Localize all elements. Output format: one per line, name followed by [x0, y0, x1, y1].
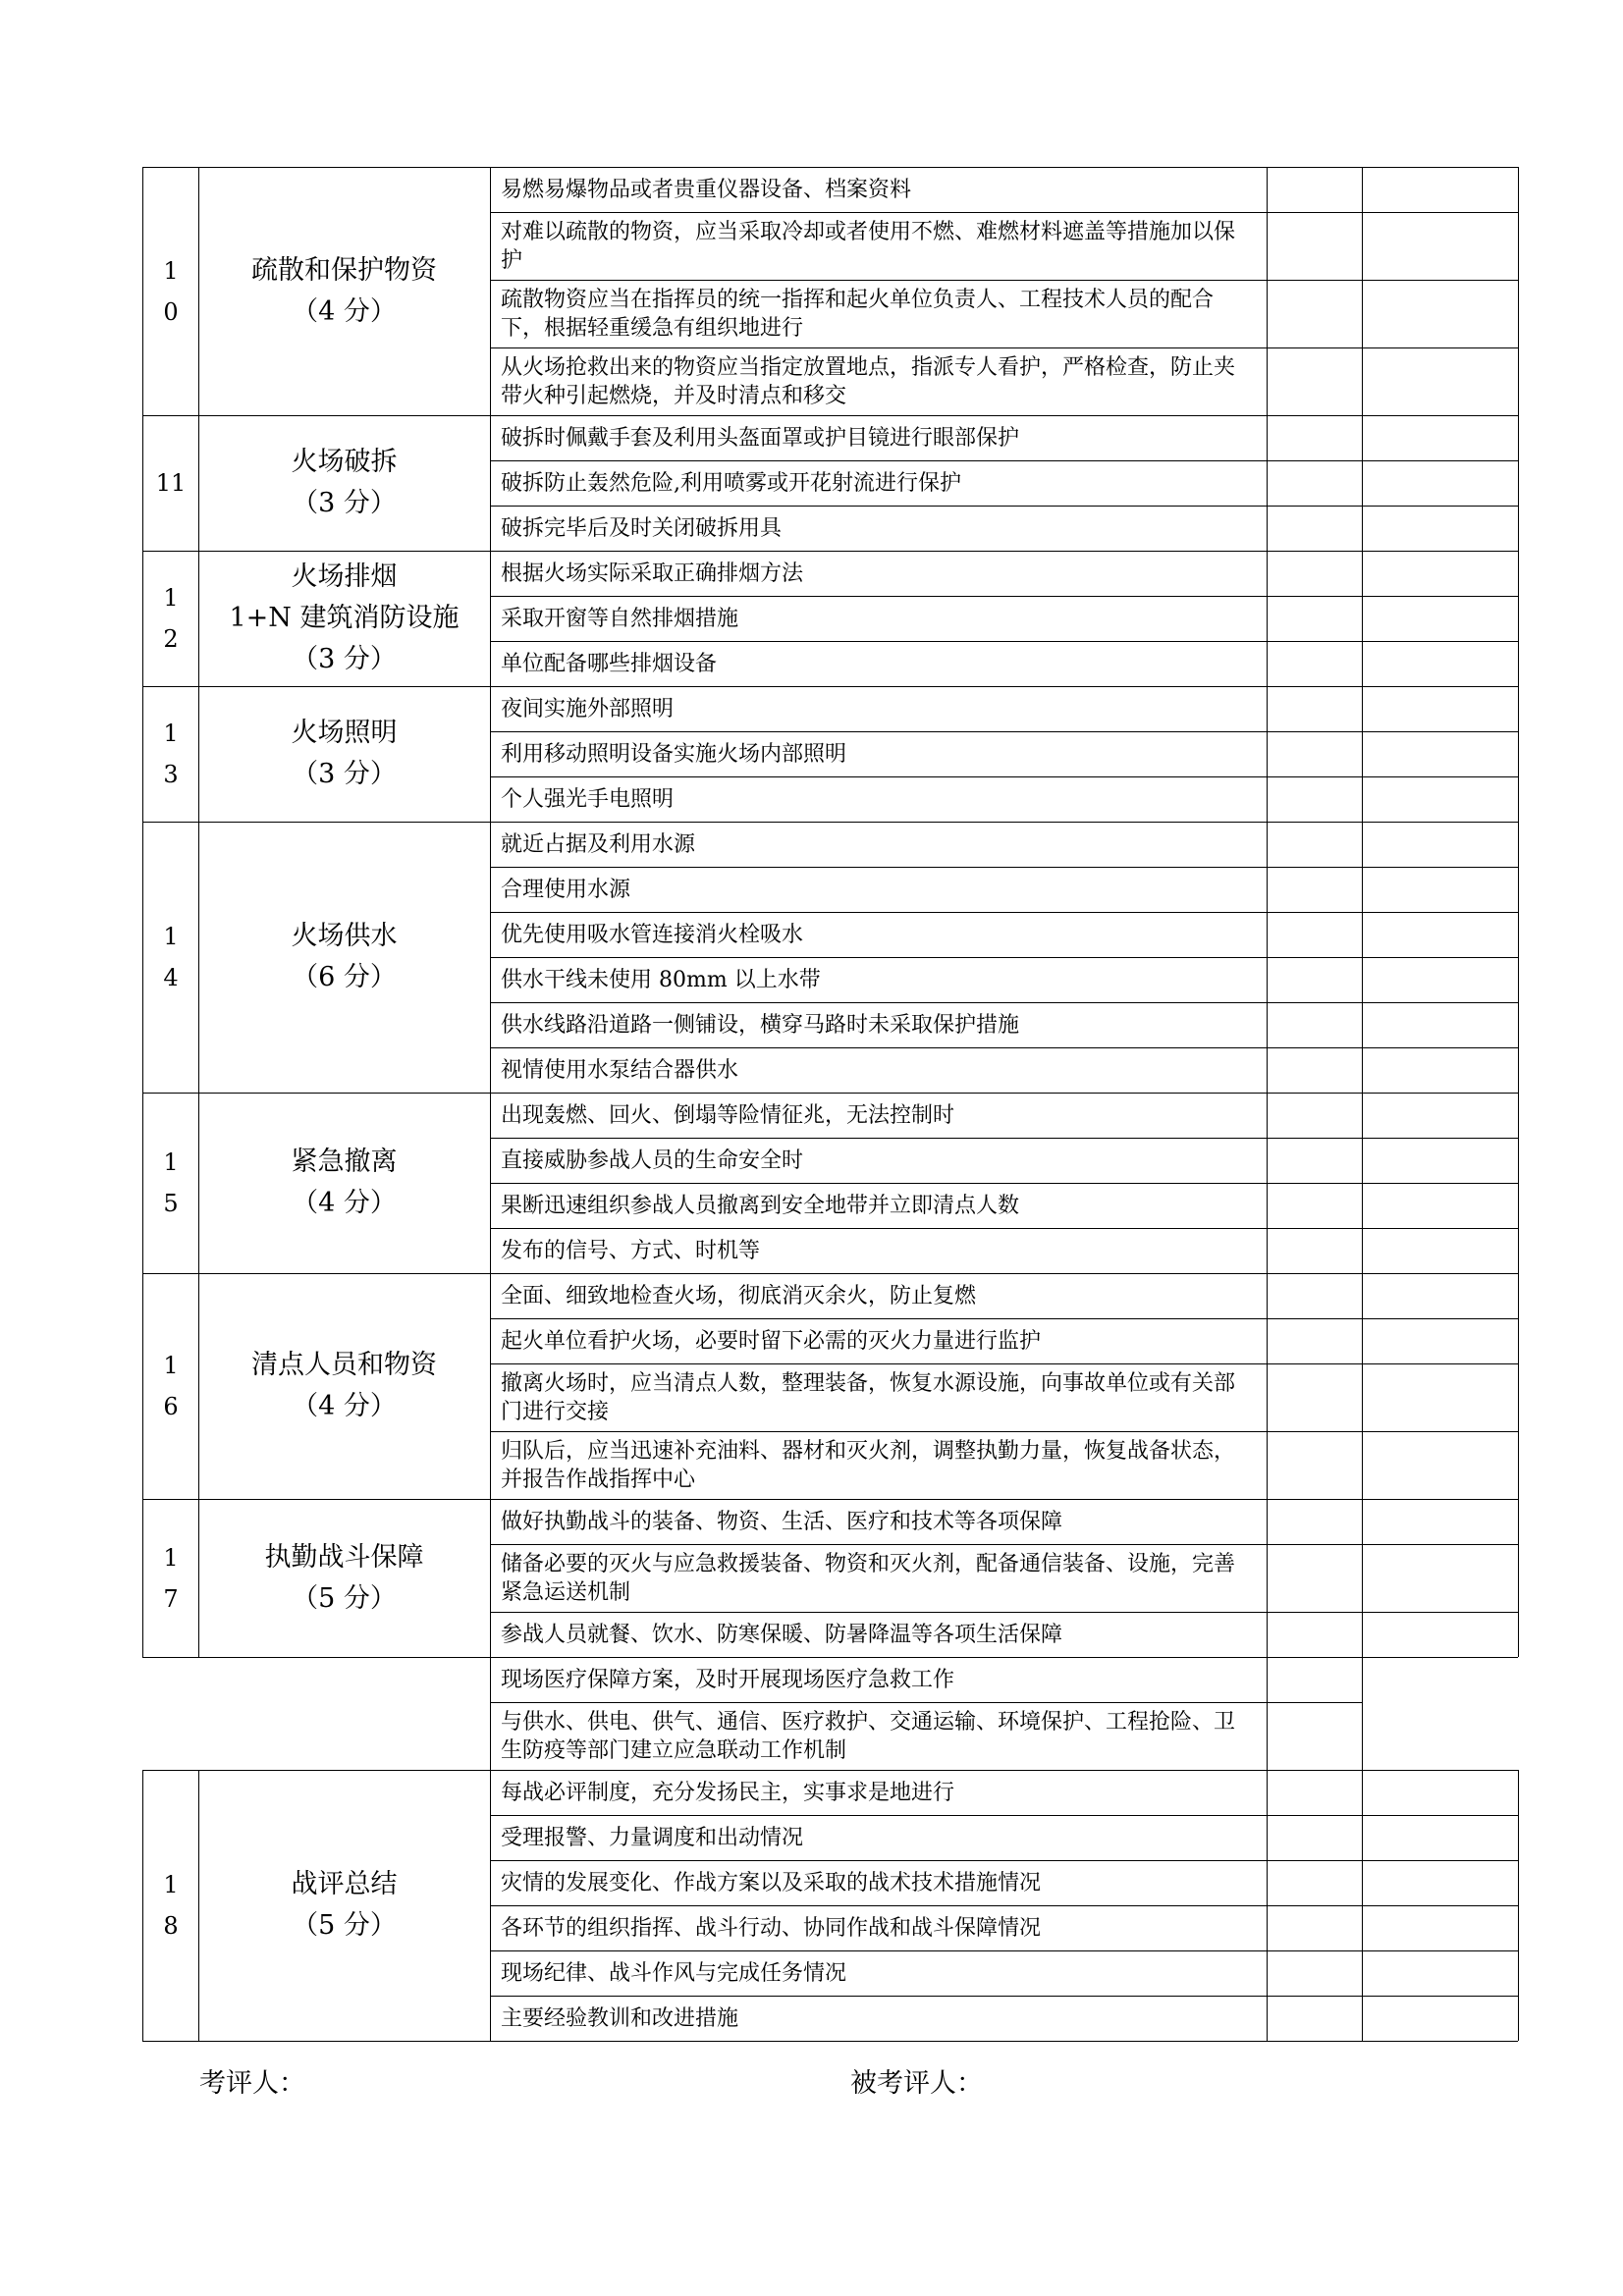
item-number-digit: 1 [163, 1148, 179, 1176]
category-score: （3 分） [292, 488, 397, 518]
item-number-digit: 1 [163, 1543, 179, 1572]
deduction-cell[interactable] [1269, 1907, 1360, 1949]
grid-line [1267, 822, 1268, 1093]
evaluatee-label: 被考评人： [850, 2068, 983, 2099]
grid-line [1362, 822, 1363, 1093]
item-number [142, 686, 199, 822]
criterion-text: 每战必评制度，充分发扬民主，实事求是地进行 [501, 1780, 955, 1805]
deduction-cell[interactable] [1269, 1817, 1360, 1858]
criterion-text: 现场纪律、战斗作风与完成任务情况 [501, 1960, 847, 1986]
score-cell[interactable] [1364, 1501, 1516, 1655]
item-number-digit: 6 [163, 1393, 179, 1420]
criterion-text: 全面、细致地检查火场，彻底消灭余火，防止复燃 [501, 1283, 977, 1308]
item-number-digit: 1 [163, 1352, 179, 1379]
category-cell [198, 822, 490, 1093]
item-number [142, 167, 199, 415]
deduction-cell[interactable] [1269, 1659, 1360, 1700]
deduction-cell[interactable] [1269, 1004, 1360, 1045]
item-number [142, 1093, 199, 1273]
criterion-text: 与供水、供电、供气、通信、医疗救护、交通运输、环境保护、工程抢险、卫生防疫等部门建立应急联动工作机制 [501, 1709, 1236, 1763]
criterion-text: 储备必要的灭火与应急救援装备、物资和灭火剂，配备通信装备、设施，完善紧急运送机制 [501, 1551, 1236, 1605]
grid-line [1267, 1657, 1268, 1770]
grid-line [490, 1770, 491, 2041]
item-number-digit: 3 [163, 761, 179, 788]
grid-line [490, 686, 491, 822]
deduction-cell[interactable] [1269, 1185, 1360, 1226]
grid-line [1267, 551, 1268, 686]
item-number-digit: 1 [163, 1871, 179, 1898]
grid-line [1518, 1273, 1519, 1499]
grid-line [490, 1273, 491, 1499]
deduction-cell[interactable] [1269, 282, 1360, 346]
category-title: 清点人员和物资 [251, 1350, 437, 1380]
grid-line [1267, 1499, 1268, 1657]
item-number-digit: 8 [163, 1912, 179, 1940]
category-score: （5 分） [292, 1582, 397, 1614]
criterion-text: 采取开窗等自然排烟措施 [501, 606, 739, 631]
category-title: 火场破拆 [291, 447, 398, 477]
grid-line [1362, 686, 1363, 822]
deduction-cell[interactable] [1269, 1998, 1360, 2039]
criterion-text: 从火场抢救出来的物资应当指定放置地点，指派专人看护，严格检查，防止夹带火种引起燃烧，并及时清点和移交 [501, 354, 1236, 408]
deduction-cell[interactable] [1269, 1095, 1360, 1136]
category-score: （4 分） [292, 1391, 397, 1421]
grid-line [1518, 167, 1519, 415]
criterion-text: 发布的信号、方式、时机等 [501, 1238, 761, 1263]
grid-line [1362, 1657, 1363, 1770]
category-cell [198, 686, 490, 822]
criterion-text: 果断迅速组织参战人员撤离到安全地带并立即清点人数 [501, 1193, 1020, 1218]
category-score: （4 分） [292, 1188, 397, 1218]
criterion-text: 起火单位看护火场，必要时留下必需的灭火力量进行监护 [501, 1328, 1042, 1354]
score-cell[interactable] [1364, 1275, 1516, 1497]
criterion-text: 受理报警、力量调度和出动情况 [501, 1825, 804, 1850]
category-score: （3 分） [292, 759, 397, 789]
category-title: 执勤战斗保障 [264, 1541, 424, 1573]
score-cell[interactable] [1364, 1772, 1516, 2039]
criterion-text: 破拆完毕后及时关闭破拆用具 [501, 515, 783, 541]
criterion-text: 利用移动照明设备实施火场内部照明 [501, 741, 847, 767]
criterion-text: 夜间实施外部照明 [501, 696, 675, 721]
grid-line [1267, 1093, 1268, 1273]
deduction-cell[interactable] [1269, 643, 1360, 684]
deduction-cell[interactable] [1269, 1772, 1360, 1813]
grid-line [1362, 1499, 1363, 1657]
category-cell [198, 1499, 490, 1657]
grid-line [1267, 167, 1268, 415]
item-number-digit: 4 [163, 964, 179, 991]
grid-line [490, 415, 491, 551]
criterion-text: 归队后，应当迅速补充油料、器材和灭火剂，调整执勤力量，恢复战备状态，并报告作战指挥中心 [501, 1438, 1236, 1492]
grid-line [1362, 551, 1363, 686]
criterion-text: 易燃易爆物品或者贵重仪器设备、档案资料 [501, 177, 912, 202]
item-number [142, 551, 199, 686]
category-cell [198, 415, 490, 551]
deduction-cell[interactable] [1269, 507, 1360, 549]
category-cell [198, 1273, 490, 1499]
deduction-cell[interactable] [1269, 1049, 1360, 1091]
grid-line [1267, 1273, 1268, 1499]
criterion-text: 疏散物资应当在指挥员的统一指挥和起火单位负责人、工程技术人员的配合下，根据轻重缓急有组织地进行 [501, 287, 1215, 341]
item-number [142, 1770, 199, 2041]
category-score: （4 分） [292, 295, 397, 327]
deduction-cell[interactable] [1269, 1433, 1360, 1497]
deduction-cell[interactable] [1269, 778, 1360, 820]
category-title: 疏散和保护物资 [251, 254, 437, 286]
score-cell[interactable] [1364, 169, 1516, 413]
category-title: 火场照明 [291, 718, 398, 748]
category-cell [198, 551, 490, 686]
criterion-text: 就近占据及利用水源 [501, 831, 696, 857]
grid-line [490, 551, 491, 686]
item-number [142, 1499, 199, 1657]
grid-line [1362, 167, 1363, 415]
score-cell[interactable] [1364, 824, 1516, 1091]
item-number-digit: 1 [163, 256, 179, 285]
item-number-digit: 1 [163, 720, 179, 747]
deduction-cell[interactable] [1269, 1704, 1360, 1768]
item-number-digit: 0 [163, 297, 179, 326]
score-cell[interactable] [1364, 553, 1516, 684]
category-cell [198, 1093, 490, 1273]
criterion-text: 根据火场实际采取正确排烟方法 [501, 561, 804, 586]
deduction-cell[interactable] [1269, 688, 1360, 729]
group-border-line [142, 2041, 1518, 2042]
criterion-text: 撤离火场时，应当清点人数，整理装备，恢复水源设施，向事故单位或有关部门进行交接 [501, 1370, 1236, 1424]
criterion-text: 对难以疏散的物资，应当采取冷却或者使用不燃、难燃材料遮盖等措施加以保护 [501, 219, 1236, 273]
grid-line [1362, 1770, 1363, 2041]
grid-line [1518, 1770, 1519, 2041]
deduction-cell[interactable] [1269, 1501, 1360, 1542]
grid-line [1362, 1273, 1363, 1499]
item-number [142, 415, 199, 551]
deduction-cell[interactable] [1269, 869, 1360, 910]
category-cell [198, 167, 490, 415]
deduction-cell[interactable] [1269, 959, 1360, 1000]
score-cell[interactable] [1364, 1095, 1516, 1271]
deduction-cell[interactable] [1269, 1365, 1360, 1429]
grid-line [1518, 415, 1519, 551]
criterion-text: 灾情的发展变化、作战方案以及采取的战术技术措施情况 [501, 1870, 1042, 1896]
item-number-digit: 2 [163, 625, 179, 653]
criterion-text: 合理使用水源 [501, 877, 631, 902]
criterion-text: 供水线路沿道路一侧铺设，横穿马路时未采取保护措施 [501, 1012, 1020, 1038]
grid-line [1518, 1499, 1519, 1657]
deduction-cell[interactable] [1269, 824, 1360, 865]
deduction-cell[interactable] [1269, 1320, 1360, 1362]
category-score: （5 分） [292, 1910, 397, 1941]
grid-line [490, 1499, 491, 1657]
grid-line [1518, 1093, 1519, 1273]
grid-line [1362, 415, 1363, 551]
deduction-cell[interactable] [1269, 914, 1360, 955]
criterion-text: 优先使用吸水管连接消火栓吸水 [501, 922, 804, 947]
category-title: 火场供水 [291, 921, 398, 951]
criterion-text: 破拆防止轰然危险,利用喷雾或开花射流进行保护 [501, 470, 961, 496]
deduction-cell[interactable] [1269, 1230, 1360, 1271]
item-number-digit: 1 [163, 584, 179, 612]
deduction-cell[interactable] [1269, 598, 1360, 639]
item-number-digit: 5 [163, 1190, 179, 1217]
deduction-cell[interactable] [1269, 1546, 1360, 1610]
criterion-text: 参战人员就餐、饮水、防寒保暖、防暑降温等各项生活保障 [501, 1622, 1063, 1647]
item-number [142, 1273, 199, 1499]
category-score: （3 分） [292, 644, 397, 674]
criterion-text: 个人强光手电照明 [501, 786, 675, 812]
score-cell[interactable] [1364, 417, 1516, 549]
deduction-cell[interactable] [1269, 214, 1360, 278]
criterion-text: 主要经验教训和改进措施 [501, 2005, 739, 2031]
criterion-text: 供水干线未使用 80mm 以上水带 [501, 967, 821, 992]
grid-line [1518, 822, 1519, 1093]
score-cell[interactable] [1364, 688, 1516, 820]
item-number-digit: 1 [163, 923, 179, 950]
grid-line [1518, 551, 1519, 686]
deduction-cell[interactable] [1269, 349, 1360, 413]
deduction-cell[interactable] [1269, 1862, 1360, 1903]
deduction-cell[interactable] [1269, 462, 1360, 504]
deduction-cell[interactable] [1269, 1140, 1360, 1181]
criterion-text: 现场医疗保障方案，及时开展现场医疗急救工作 [501, 1667, 955, 1692]
category-title: 紧急撤离 [291, 1147, 398, 1177]
criterion-text: 做好执勤战斗的装备、物资、生活、医疗和技术等各项保障 [501, 1509, 1063, 1534]
grid-line [1518, 686, 1519, 822]
deduction-cell[interactable] [1269, 169, 1360, 210]
criterion-text: 破拆时佩戴手套及利用头盔面罩或护目镜进行眼部保护 [501, 425, 1020, 451]
criterion-text: 视情使用水泵结合器供水 [501, 1057, 739, 1083]
category-score: （6 分） [292, 962, 397, 992]
criterion-text: 单位配备哪些排烟设备 [501, 651, 718, 676]
category-cell [198, 1770, 490, 2041]
category-subtitle: 1+N 建筑消防设施 [229, 603, 460, 633]
criterion-text: 各环节的组织指挥、战斗行动、协同作战和战斗保障情况 [501, 1915, 1042, 1941]
deduction-cell[interactable] [1269, 1275, 1360, 1316]
grid-line [490, 1657, 491, 1770]
grid-line [1362, 1093, 1363, 1273]
deduction-cell[interactable] [1269, 417, 1360, 458]
grid-line [490, 167, 491, 415]
grid-line [490, 1093, 491, 1273]
deduction-cell[interactable] [1269, 1614, 1360, 1655]
deduction-cell[interactable] [1269, 733, 1360, 774]
evaluator-label: 考评人： [199, 2068, 305, 2099]
criterion-text: 直接威胁参战人员的生命安全时 [501, 1148, 804, 1173]
deduction-cell[interactable] [1269, 1952, 1360, 1994]
grid-line [490, 822, 491, 1093]
grid-line [1267, 1770, 1268, 2041]
item-number [142, 822, 199, 1093]
grid-line [1267, 415, 1268, 551]
grid-line [1267, 686, 1268, 822]
deduction-cell[interactable] [1269, 553, 1360, 594]
category-title: 火场排烟 [291, 561, 398, 592]
item-number-digit: 7 [163, 1584, 179, 1613]
item-number-digit: 11 [155, 469, 187, 497]
category-title: 战评总结 [291, 1869, 398, 1899]
criterion-text: 出现轰燃、回火、倒塌等险情征兆，无法控制时 [501, 1102, 955, 1128]
